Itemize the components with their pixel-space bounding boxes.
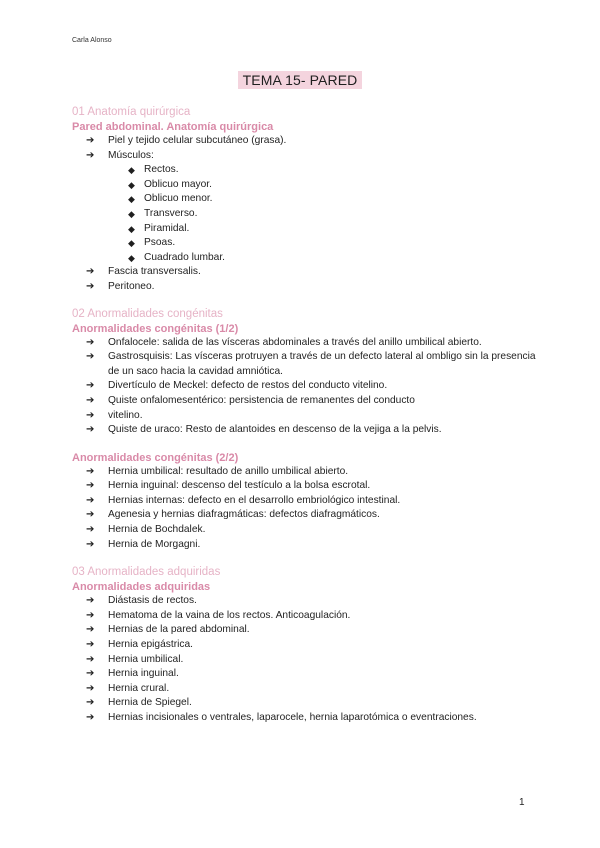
section-subheading: Pared abdominal. Anatomía quirúrgica <box>72 121 274 133</box>
arrow-bullet-icon: ➔ <box>86 524 95 536</box>
arrow-bullet-icon: ➔ <box>86 336 95 348</box>
list-item: ➔ Gastrosquisis: Las vísceras protruyen a través de un defecto lateral al ombligo sin la presencia de un saco hacia la cavidad amniótica. <box>86 351 536 377</box>
list-item: ➔ Quiste de uraco: Resto de alantoides en descenso de la vejiga a la pelvis. <box>72 423 542 438</box>
section-subheading: Anormalidades congénitas (1/2) <box>72 322 239 335</box>
sublist-item: ◆ Piramidal. <box>72 222 542 237</box>
list-item: ➔ Hernia inguinal: descenso del testículo a la bolsa escrotal. <box>72 479 542 494</box>
page-title: TEMA 15- PARED <box>238 71 363 89</box>
arrow-bullet-icon: ➔ <box>86 668 95 680</box>
arrow-bullet-icon: ➔ <box>86 266 95 278</box>
sublist-item: ◆ Rectos. <box>72 163 542 178</box>
muscle-sublist <box>72 163 542 265</box>
arrow-bullet-icon: ➔ <box>86 394 95 406</box>
diamond-bullet-icon: ◆ <box>128 165 135 176</box>
list-item: ➔ Piel y tejido celular subcutáneo (grasa). <box>72 134 542 149</box>
arrow-bullet-icon: ➔ <box>86 409 95 421</box>
arrow-bullet-icon: ➔ <box>86 609 95 621</box>
list-item: ➔ Hernias incisionales o ventrales, laparocele, hernia laparotómica o eventraciones. <box>72 711 542 726</box>
section-heading: 02 Anormalidades congénitas <box>72 307 223 320</box>
list-item: ➔ Hernia de Spiegel. <box>72 696 542 711</box>
diamond-bullet-icon: ◆ <box>128 252 135 263</box>
list-item: ➔ Hernias internas: defecto en el desarrollo embriológico intestinal. <box>72 494 542 509</box>
arrow-bullet-icon: ➔ <box>86 135 95 146</box>
spacer <box>72 295 542 307</box>
bullet-list <box>72 465 542 553</box>
diamond-bullet-icon: ◆ <box>128 238 135 249</box>
list-item: ➔ Agenesia y hernias diafragmáticas: defectos diafragmáticos. <box>72 508 542 523</box>
list-item: ➔ Hernias de la pared abdominal. <box>72 623 542 638</box>
list-item: ➔ Fascia transversalis. <box>72 265 542 280</box>
arrow-bullet-icon: ➔ <box>86 653 95 665</box>
list-item: ➔ Diástasis de rectos. <box>72 594 542 609</box>
diamond-bullet-icon: ◆ <box>128 179 135 190</box>
bullet-list <box>72 336 542 438</box>
document-body <box>72 105 542 726</box>
diamond-bullet-icon: ◆ <box>128 208 135 219</box>
list-item: ➔ Hernia de Morgagni. <box>72 538 542 553</box>
arrow-bullet-icon: ➔ <box>86 380 95 392</box>
sublist-item: ◆ Psoas. <box>72 236 542 251</box>
diamond-bullet-icon: ◆ <box>128 194 135 205</box>
title-wrap <box>0 71 600 90</box>
list-item: ➔ Hematoma de la vaina de los rectos. Anticoagulación. <box>72 609 542 624</box>
section-heading: 03 Anormalidades adquiridas <box>72 566 221 579</box>
arrow-bullet-icon: ➔ <box>86 595 95 607</box>
list-item: ➔ Quiste onfalomesentérico: persistencia de remanentes del conducto <box>72 394 542 409</box>
sublist-item: ◆ Oblicuo menor. <box>72 192 542 207</box>
list-item: ➔ Músculos: <box>72 149 542 164</box>
page-number: 1 <box>519 797 525 808</box>
arrow-bullet-icon: ➔ <box>86 351 95 363</box>
list-item: ➔ Hernia epigástrica. <box>72 638 542 653</box>
sublist-item: ◆ Transverso. <box>72 207 542 222</box>
spacer <box>72 438 542 451</box>
arrow-bullet-icon: ➔ <box>86 494 95 506</box>
list-item: ➔ Hernia de Bochdalek. <box>72 523 542 538</box>
list-item: ➔ Onfalocele: salida de las vísceras abdominales a través del anillo umbilical abierto. <box>72 336 542 351</box>
arrow-bullet-icon: ➔ <box>86 682 95 694</box>
list-item: ➔ Divertículo de Meckel: defecto de restos del conducto vitelino. <box>72 379 542 394</box>
bullet-list <box>72 134 542 163</box>
list-item: ➔ Peritoneo. <box>72 280 542 295</box>
arrow-bullet-icon: ➔ <box>86 480 95 492</box>
list-item: ➔ vitelino. <box>72 409 542 424</box>
sublist-item: ◆ Oblicuo mayor. <box>72 178 542 193</box>
list-item: ➔ Hernia crural. <box>72 682 542 697</box>
spacer <box>72 552 542 565</box>
arrow-bullet-icon: ➔ <box>86 538 95 550</box>
arrow-bullet-icon: ➔ <box>86 424 95 436</box>
arrow-bullet-icon: ➔ <box>86 509 95 521</box>
arrow-bullet-icon: ➔ <box>86 280 95 292</box>
arrow-bullet-icon: ➔ <box>86 149 95 161</box>
arrow-bullet-icon: ➔ <box>86 639 95 651</box>
arrow-bullet-icon: ➔ <box>86 712 95 723</box>
section-heading: 01 Anatomía quirúrgica <box>72 106 191 118</box>
list-item: ➔ Hernia umbilical. <box>72 653 542 668</box>
diamond-bullet-icon: ◆ <box>128 223 135 234</box>
author-name: Carla Alonso <box>72 37 112 44</box>
arrow-bullet-icon: ➔ <box>86 624 95 636</box>
bullet-list <box>72 594 542 725</box>
arrow-bullet-icon: ➔ <box>86 465 95 477</box>
list-item: ➔ Hernia inguinal. <box>72 667 542 682</box>
bullet-list <box>72 265 542 294</box>
arrow-bullet-icon: ➔ <box>86 697 95 709</box>
sublist-item: ◆ Cuadrado lumbar. <box>72 251 542 266</box>
section-subheading: Anormalidades congénitas (2/2) <box>72 451 239 464</box>
section-subheading: Anormalidades adquiridas <box>72 581 211 594</box>
list-item: ➔ Hernia umbilical: resultado de anillo umbilical abierto. <box>72 465 542 480</box>
